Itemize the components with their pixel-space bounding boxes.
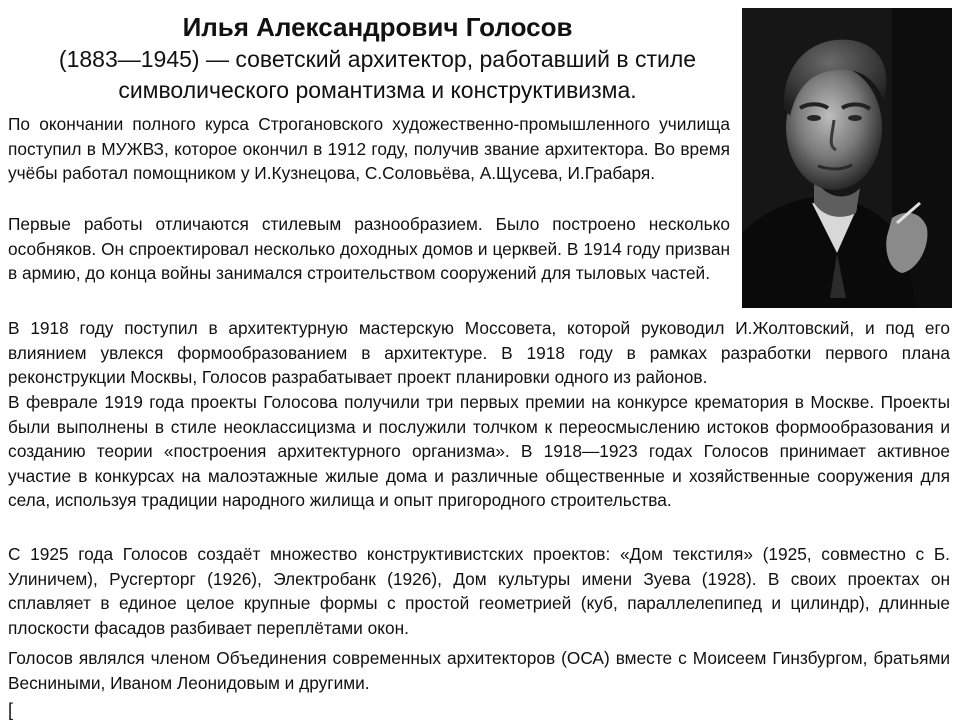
paragraph-constructivist-projects: С 1925 года Голосов создаёт множество конструктивистских проектов: «Дом текстиля» (1925, совместно с Б. Улиничем), Русгерторг (1926), Электробанк (1926), Дом культуры имени Зуева (1928). В своих проектах он сплавляет в единое целое крупные формы с простой геометрией (куб, параллелепипед и цилиндр), длинные плоскости фасадов разбивает переплётами окон.	[8, 544, 950, 638]
trailing-bracket: [	[8, 700, 14, 720]
paragraph-mossovet-workshop: В 1918 году поступил в архитектурную мастерскую Моссовета, которой руководил И.Жолтовский, и под его влиянием увлекся формообразованием в архитектуре. В 1918 году в рамках разработки первого плана реконструкции Москвы, Голосов разрабатывает проект планировки одного из районов.	[8, 318, 950, 387]
page-title: Илья Александрович Голосов	[182, 12, 573, 42]
subtitle-line-2: символического романтизма и конструктивизма.	[118, 77, 637, 103]
paragraph-education: По окончании полного курса Строгановского художественно-промышленного училища поступил в МУЖВЗ, которое окончил в 1912 году, получив звание архитектора. Во время учёбы работал помощником у И.Кузнецова, С.Соловьёва, А.Щусева, И.Грабаря.	[8, 114, 730, 183]
paragraph-crematorium-competition: В феврале 1919 года проекты Голосова получили три первых премии на конкурсе крематория в Москве. Проекты были выполнены в стиле неоклассицизма и послужили толчком к переосмыслению истоков формообразования и созданию теории «построения архитектурного организма». В 1918—1923 годах Голосов принимает активное участие в конкурсах на малоэтажные жилые дома и различные общественные и хозяйственные сооружения для села, используя традиции народного жилища и опыт пригородного строительства.	[8, 392, 950, 510]
subtitle-line-1: (1883—1945) — советский архитектор, работавший в стиле	[58, 46, 697, 72]
portrait-illustration	[742, 8, 952, 308]
slide-header	[20, 10, 735, 106]
paragraph-osa-membership: Голосов являлся членом Объединения современных архитекторов (ОСА) вместе с Моисеем Гинзбургом, братьями Весниными, Иваном Леонидовым и другими.	[8, 648, 950, 693]
portrait-photo	[742, 8, 952, 308]
paragraph-early-works: Первые работы отличаются стилевым разнообразием. Было построено несколько особняков. Он спроектировал несколько доходных домов и церквей. В 1914 году призван в армию, до конца войны занимался строительством сооружений для тыловых частей.	[8, 214, 730, 283]
